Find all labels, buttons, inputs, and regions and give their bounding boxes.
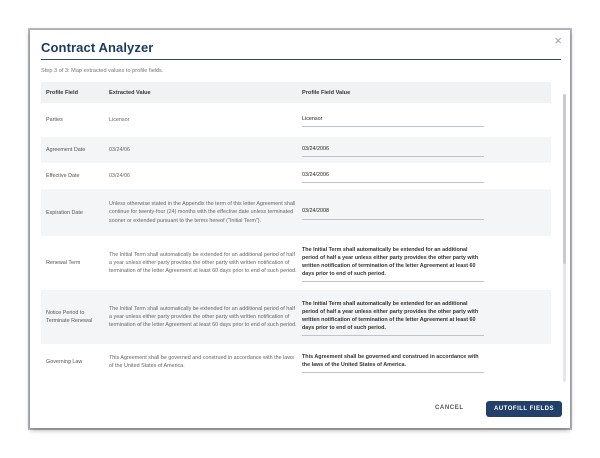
table-header <box>41 82 551 103</box>
expiration-date-input[interactable]: 03/24/2008 <box>302 205 484 219</box>
agreement-date-input[interactable]: 03/24/2006 <box>302 143 484 157</box>
row-extracted-value: 03/24/06 <box>109 172 130 179</box>
header-profile-field: Profile Field <box>46 89 79 96</box>
step-indicator: Step 3 of 3: Map extracted values to profile fields. <box>41 68 164 74</box>
row-extracted-value: This Agreement shall be governed and construed in accordance with the laws of the United States of America. <box>109 354 294 369</box>
table-row <box>41 236 551 290</box>
row-extracted-value: 03/24/06 <box>109 146 130 153</box>
contract-analyzer-dialog <box>30 30 570 428</box>
table-row <box>41 290 551 344</box>
scrollbar-thumb[interactable] <box>563 94 566 264</box>
table-row <box>41 137 551 163</box>
row-extracted-value: Licensor <box>109 116 130 123</box>
close-icon[interactable]: × <box>554 33 562 48</box>
parties-field-input[interactable]: Licensor <box>302 113 484 127</box>
table-row <box>41 163 551 189</box>
autofill-fields-button[interactable]: AUTOFILL FIELDS <box>486 401 562 417</box>
table-row <box>41 103 551 137</box>
row-field-label: Renewal Term <box>46 260 81 266</box>
notice-period-input[interactable]: The Initial Term shall automatically be extended for an additional period of half a year unless either party provides the other party with written notification of termination of the letter Agreement at least 60 days prior to end of such period. <box>302 298 484 337</box>
row-field-label: Governing Law <box>46 359 83 365</box>
table-row <box>41 344 551 380</box>
renewal-term-input[interactable]: The Initial Term shall automatically be extended for an additional period of half a year unless either party provides the other party with written notification of termination of the letter Agreement at least 60 days prior to end of such period. <box>302 244 484 283</box>
row-extracted-value: The Initial Term shall automatically be extended for an additional period of half a year unless either party provides the other party with written notification of termination of the letter Agreement at least 60 days prior to end of such period. <box>109 305 297 329</box>
table-row <box>41 189 551 236</box>
header-extracted-value: Extracted Value <box>109 89 151 96</box>
row-extracted-value: Unless otherwise stated in the Appendix the term of this letter Agreement shall continue for twenty-four (24) months with the effective date unless terminated sooner or extended pursuant to the terms hereof ("Initial Term"). <box>109 201 296 224</box>
row-extracted-value: The Initial Term shall automatically be extended for an additional period of half a year unless either party provides the other party with written notification of termination of the letter Agreement at least 60 days prior to end of such period. <box>109 251 297 275</box>
mapping-table <box>41 82 551 380</box>
effective-date-input[interactable]: 03/24/2006 <box>302 169 484 183</box>
row-field-label: Parties <box>46 117 63 123</box>
row-field-label: Expiration Date <box>46 209 83 216</box>
row-field-label: Effective Date <box>46 173 80 179</box>
cancel-button[interactable]: CANCEL <box>435 405 464 411</box>
governing-law-input[interactable]: This Agreement shall be governed and construed in accordance with the laws of the United States of America. <box>302 351 484 373</box>
row-field-label: Agreement Date <box>46 147 86 153</box>
title-divider <box>41 59 561 60</box>
header-profile-field-value: Profile Field Value <box>302 89 351 96</box>
dialog-title: Contract Analyzer <box>41 40 154 55</box>
row-field-label: Notice Period to Terminate Renewal <box>46 310 93 324</box>
